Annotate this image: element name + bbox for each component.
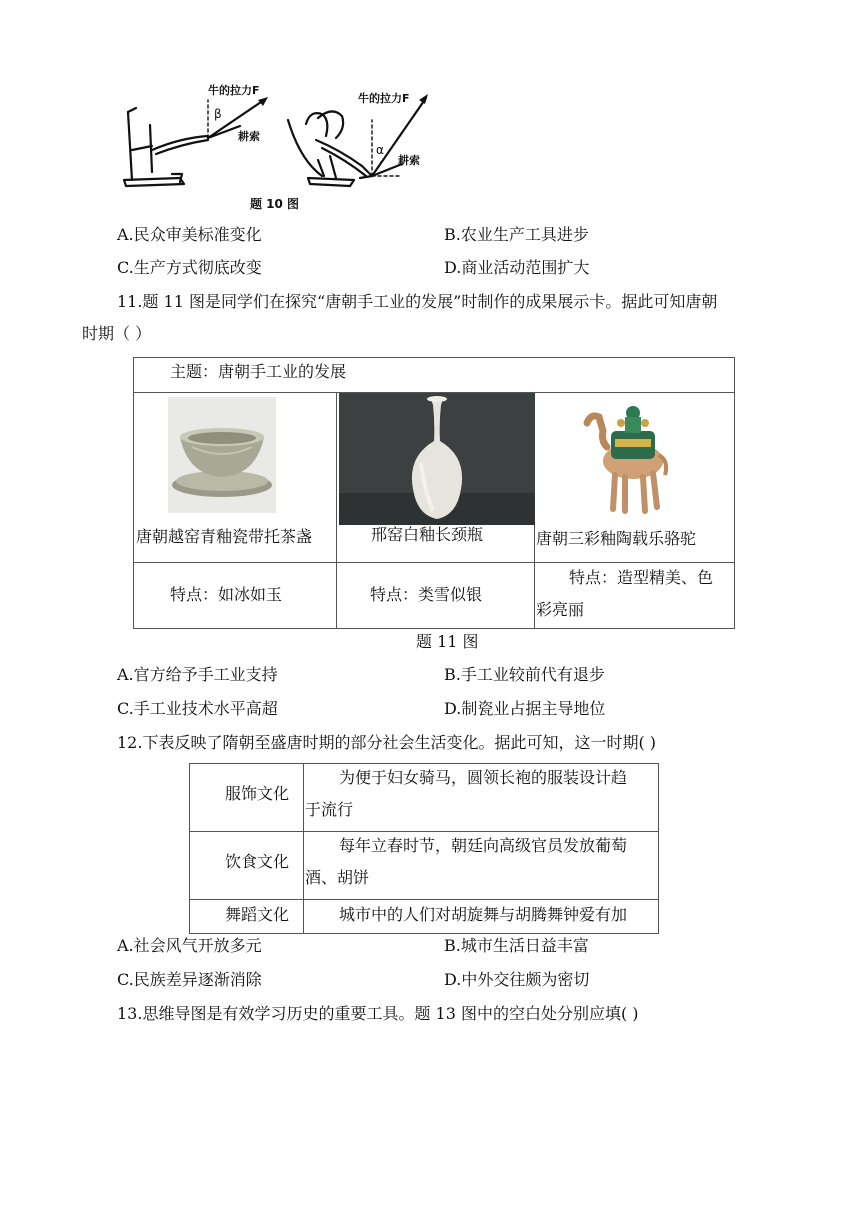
figure-10-plough-diagram (110, 80, 450, 215)
q12-row1-label: 服饰文化 (225, 784, 290, 803)
q12-row3-label: 舞蹈文化 (225, 905, 290, 924)
q12-table (189, 763, 659, 934)
q12-stem: 12.下表反映了隋朝至盛唐时期的部分社会生活变化。据此可知，这一时期( ) (117, 733, 657, 752)
q12-option-a: A.社会风气开放多元 (117, 936, 262, 955)
q12-row1-line2: 于流行 (305, 800, 354, 819)
q11-item1-name: 唐朝越窑青釉瓷带托茶盏 (136, 527, 313, 546)
q10-option-c: C.生产方式彻底改变 (117, 258, 262, 277)
q12-row3-line1: 城市中的人们对胡旋舞与胡腾舞钟爱有加 (339, 905, 628, 924)
fig10-right-force-label: 牛的拉力F (358, 92, 410, 105)
q11-stem-line1: 11.题 11 图是同学们在探究“唐朝手工业的发展”时制作的成果展示卡。据此可知唐朝 (117, 292, 718, 311)
q11-table (133, 357, 735, 629)
q11-option-b: B.手工业较前代有退步 (444, 665, 605, 684)
q11-stem-line2: 时期（ ） (82, 324, 152, 343)
fig10-right-rope-label: 耕索 (398, 154, 420, 167)
q11-table-topic: 主题：唐朝手工业的发展 (170, 362, 347, 381)
fig10-left-rope-label: 耕索 (238, 130, 260, 143)
sancai-camel-image (581, 395, 679, 517)
q11-item2-feature: 特点：类雪似银 (370, 585, 483, 604)
q11-item1-feature: 特点：如冰如玉 (170, 585, 283, 604)
q11-item3-feature-line2: 彩亮丽 (536, 600, 585, 619)
q10-option-b: B.农业生产工具进步 (444, 225, 589, 244)
q12-row2-label: 饮食文化 (225, 852, 290, 871)
q12-option-b: B.城市生活日益丰富 (444, 936, 589, 955)
fig10-left-force-label: 牛的拉力F (208, 84, 260, 97)
q11-item2-name: 邢窑白釉长颈瓶 (371, 525, 484, 544)
q11-caption: 题 11 图 (416, 632, 479, 651)
long-neck-vase-image (339, 393, 535, 525)
q11-option-d: D.制瓷业占据主导地位 (444, 699, 606, 718)
q12-row1-line1: 为便于妇女骑马，圆领长袍的服装设计趋 (339, 768, 628, 787)
q12-option-d: D.中外交往颇为密切 (444, 970, 590, 989)
q12-option-c: C.民族差异逐渐消除 (117, 970, 262, 989)
q11-item3-name: 唐朝三彩釉陶载乐骆驼 (536, 529, 697, 548)
fig10-left-beta-label: β (214, 107, 222, 121)
q11-item3-feature-line1: 特点：造型精美、色 (569, 568, 714, 587)
fig10-caption: 题 10 图 (250, 197, 300, 211)
q10-option-a: A.民众审美标准变化 (117, 225, 262, 244)
fig10-right-alpha-label: α (376, 143, 384, 157)
q11-option-a: A.官方给予手工业支持 (117, 665, 278, 684)
q13-stem: 13.思维导图是有效学习历史的重要工具。题 13 图中的空白处分别应填( ) (117, 1004, 639, 1023)
q12-row2-line2: 酒、胡饼 (305, 868, 370, 887)
tea-bowl-image (168, 397, 276, 513)
q12-row2-line1: 每年立春时节，朝廷向高级官员发放葡萄 (339, 836, 628, 855)
q11-option-c: C.手工业技术水平高超 (117, 699, 278, 718)
q10-option-d: D.商业活动范围扩大 (444, 258, 590, 277)
